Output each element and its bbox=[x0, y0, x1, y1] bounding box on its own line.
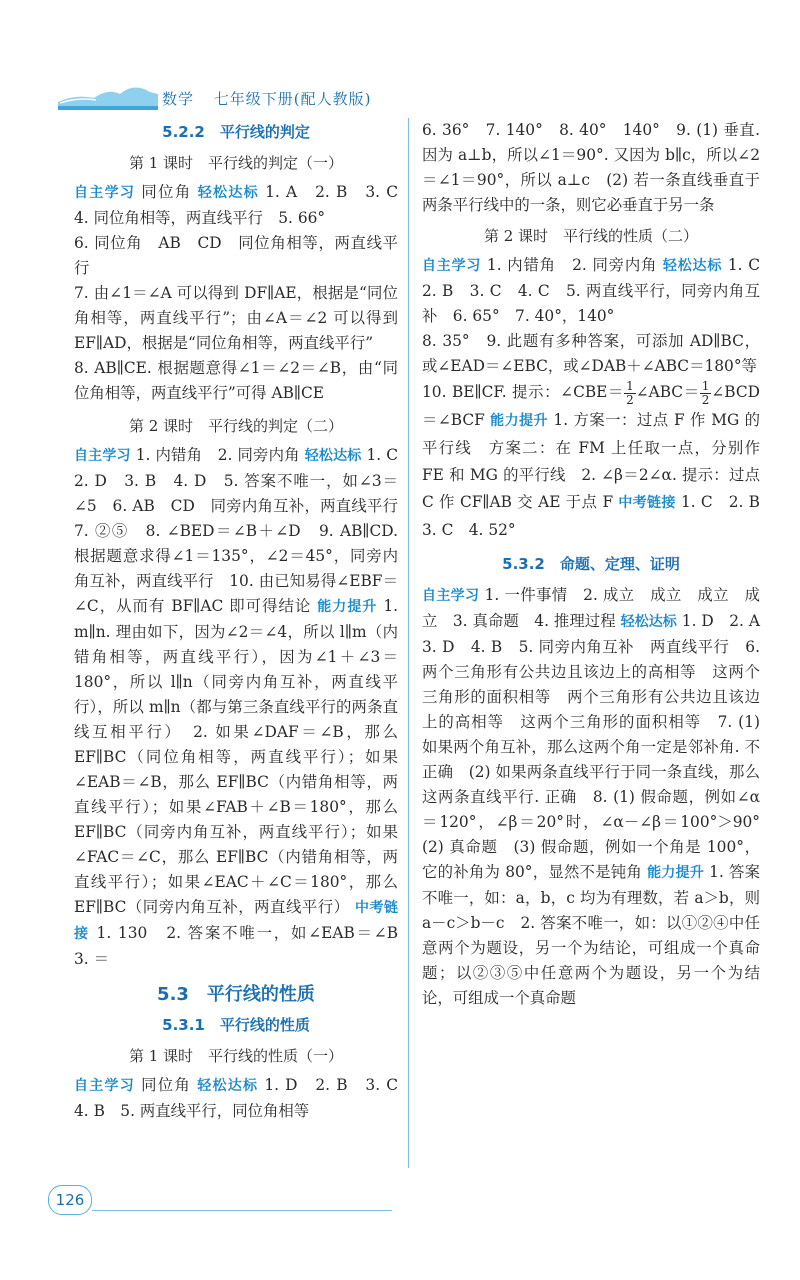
header-subject: 数学 bbox=[162, 90, 195, 108]
answer-paragraph: 自主学习 1. 一件事情 2. 成立 成立 成立 成立 3. 真命题 4. 推理过程 轻松达标 1. D 2. A 3. D 4. B 5. 同旁内角互补 两直线平行 6. 两个三角形有公共边且该边上的高相等 这两个三角形的面积相等 两个三角形有公共边且该边上的高相等 这两个三角形的面积相等 7. (1) 如果两个角互补，那么这两个角一定是邻补角. 不正确 (2) 如果两条直线平行于同一条直线，那么这两条直线平行. 正确 8. (1) 假命题，例如∠α＝120°，∠β＝20°时，∠α－∠β＝100°＞90° (2) 真命题 (3) 假命题，例如一个角是 100°，它的补角为 80°，显然不是钝角 能力提升 1. 答案不唯一，如：a，b，c 均为有理数，若 a＞b，则 a－c＞b－c 2. 答案不唯一，如：以①②④中任意两个为题设，另一个为结论，可组成一个真命题；以②③⑤中任意两个为题设，另一个为结论，可组成一个真命题 bbox=[422, 585, 776, 1007]
tag-qingsong: 轻松达标 bbox=[197, 185, 259, 201]
answer-paragraph: 8. AB∥CE. 根据题意得∠1＝∠2＝∠B，由“同位角相等，两直线平行”可得 AB∥CE bbox=[74, 359, 398, 402]
header-title bbox=[162, 88, 372, 109]
lesson-title: 第 2 课时 平行线的判定（二） bbox=[128, 417, 344, 435]
fraction-one-half: $\frac{1}{2}$ bbox=[626, 378, 634, 407]
tag-qingsong: 轻松达标 bbox=[620, 613, 677, 630]
tag-nengli: 能力提升 bbox=[317, 599, 378, 615]
tag-zizhu: 自主学习 bbox=[74, 185, 136, 201]
page-number: 126 bbox=[48, 1185, 92, 1215]
answer-paragraph: 自主学习 1. 内错角 2. 同旁内角 轻松达标 1. C 2. D 3. B 4. D 5. 答案不唯一，如∠3＝∠5 6. AB CD 同旁内角互补，两直线平行 7. ②⑤ 8. ∠BED＝∠B＋∠D 9. AB∥CD. 根据题意求得∠1＝135°，∠2＝45°，同旁内角互补，两直线平行 10. 由已知易得∠EBF＝∠C，从而有 BF∥AC 即可得结论 能力提升 1. m∥n. 理由如下，因为∠2＝∠4，所以 l∥m（内错角相等，两直线平行），因为∠1＋∠3＝180°，所以 l∥n（同旁内角互补，两直线平行），所以 m∥n（都与第三条直线平行的两条直线互相平行） 2. 如果∠DAF＝∠B，那么 EF∥BC（同位角相等，两直线平行）；如果∠EAB＝∠B，那么 EF∥BC（内错角相等，两直线平行）；如果∠FAB＋∠B＝180°，那么 EF∥BC（同旁内角互补，两直线平行）；如果∠FAC＝∠C，那么 EF∥BC（内错角相等，两直线平行）；如果∠EAC＋∠C＝180°，那么 EF∥BC（同旁内角互补，两直线平行） 中考链接 1. 130 2. 答案不唯一，如∠EAB＝∠B 3. ＝ bbox=[74, 446, 414, 968]
running-header bbox=[58, 80, 398, 114]
answer-paragraph: 10. BE∥CF. 提示：∠CBE＝ $\frac{1}{2}$ ∠ABC＝ $\frac{1}{2}$ ∠BCD＝∠BCF 能力提升 1. 方案一：过点 F 作 MG 的平行线 方案二：在 FM 上任取一点，分别作 FE 和 MG 的平行线 2. ∠β＝2∠α. 提示：过点 C 作 CF∥AB 交 AE 于点 F 中考链接 1. C 2. B 3. C 4. 52° bbox=[422, 378, 776, 539]
answer-paragraph: 自主学习 同位角 轻松达标 1. D 2. B 3. C 4. B 5. 两直线平行，同位角相等 bbox=[74, 1076, 414, 1120]
tag-nengli: 能力提升 bbox=[490, 412, 549, 429]
subsection-title: 5.3.1 平行线的性质 bbox=[162, 1016, 310, 1034]
answer-paragraph: 自主学习 同位角 轻松达标 1. A 2. B 3. C 4. 同位角相等，两直线平行 5. 66° bbox=[74, 183, 414, 227]
lesson-title: 第 2 课时 平行线的性质（二） bbox=[483, 227, 699, 245]
tag-zizhu: 自主学习 bbox=[422, 258, 482, 274]
tag-zizhu: 自主学习 bbox=[74, 1078, 135, 1094]
answer-paragraph: 6. 36° 7. 140° 8. 40° 140° 9. (1) 垂直. 因为 a⊥b，所以∠1＝90°. 又因为 b∥c，所以∠2＝∠1＝90°，所以 a⊥c (2) 若一条直线垂直于两条平行线中的一条，则它必垂直于另一条 bbox=[422, 121, 760, 214]
subsection-title: 5.3.2 命题、定理、证明 bbox=[502, 554, 680, 573]
tag-qingsong: 轻松达标 bbox=[197, 1078, 259, 1094]
tag-zhongkao: 中考链接 bbox=[618, 494, 676, 511]
answer-paragraph: 自主学习 1. 内错角 2. 同旁内角 轻松达标 1. C 2. B 3. C 4. C 5. 两直线平行，同旁内角互补 6. 65° 7. 40°，140° bbox=[422, 256, 776, 325]
tag-zhongkao: 中考链接 bbox=[74, 900, 398, 942]
answer-paragraph: 8. 35° 9. 此题有多种答案，可添加 AD∥BC，或∠EAD＝∠EBC，或∠DAB＋∠ABC＝180°等 bbox=[422, 332, 760, 375]
tag-zizhu: 自主学习 bbox=[74, 448, 131, 464]
section-title: 5.2.2 平行线的判定 bbox=[162, 123, 310, 141]
answer-paragraph: 6. 同位角 AB CD 同位角相等，两直线平行 bbox=[74, 234, 398, 277]
wave-decoration-icon bbox=[58, 80, 158, 114]
tag-zizhu: 自主学习 bbox=[422, 587, 480, 604]
fraction-one-half: $\frac{1}{2}$ bbox=[701, 378, 710, 407]
answer-paragraph: 7. 由∠1＝∠A 可以得到 DF∥AE，根据是“同位角相等，两直线平行”；由∠A＝∠2 可以得到 EF∥AD，根据是“同位角相等，两直线平行” bbox=[74, 284, 398, 352]
lesson-title: 第 1 课时 平行线的性质（一） bbox=[128, 1047, 344, 1065]
section-title: 5.3 平行线的性质 bbox=[157, 984, 315, 1005]
header-book: 七年级下册(配人教版) bbox=[213, 90, 372, 108]
right-column bbox=[422, 118, 776, 1011]
footer-rule bbox=[92, 1210, 392, 1211]
left-column bbox=[74, 118, 414, 1124]
tag-qingsong: 轻松达标 bbox=[304, 448, 362, 464]
tag-qingsong: 轻松达标 bbox=[662, 258, 723, 274]
tag-nengli: 能力提升 bbox=[647, 864, 705, 881]
column-divider bbox=[408, 118, 409, 1168]
lesson-title: 第 1 课时 平行线的判定（一） bbox=[128, 154, 344, 172]
